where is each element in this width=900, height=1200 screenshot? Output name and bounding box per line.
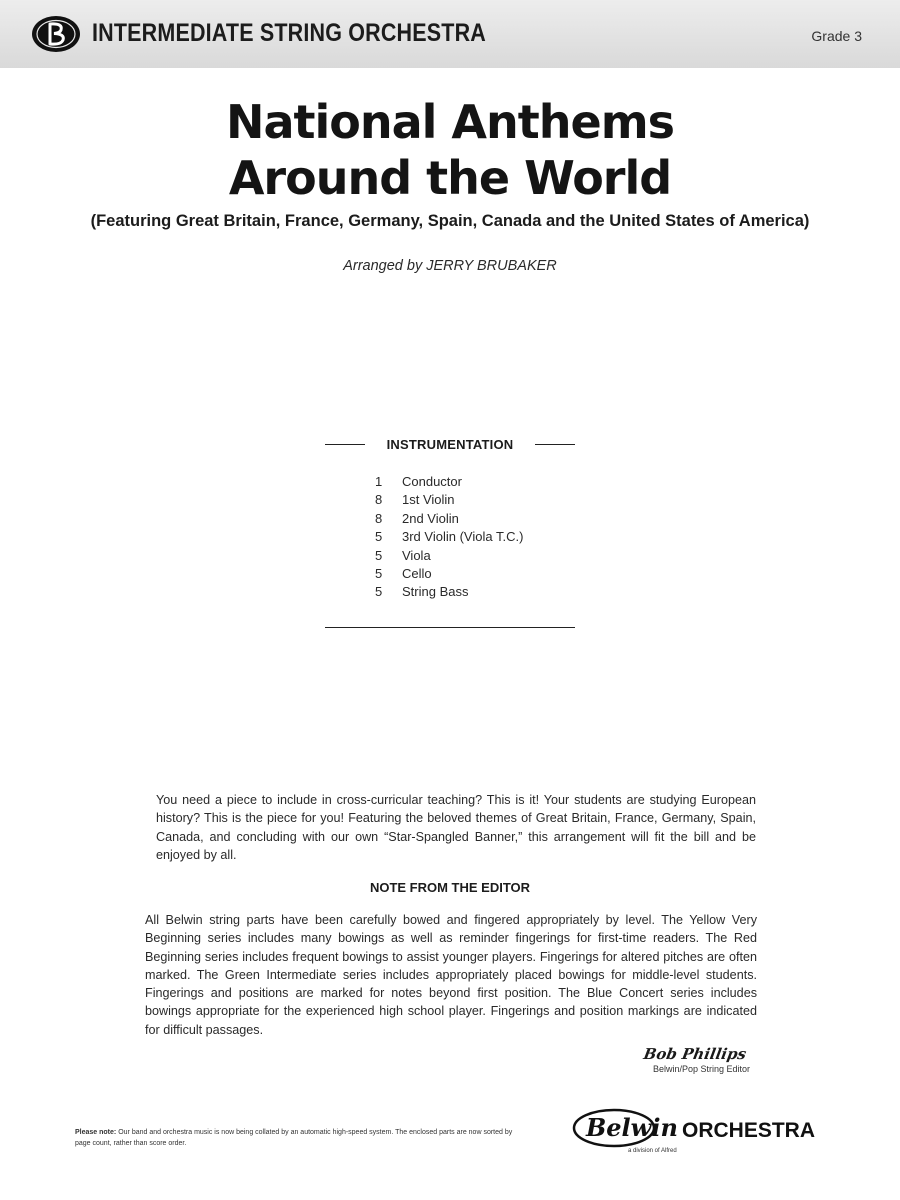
part-quantity: 1 — [375, 474, 383, 489]
list-item — [375, 566, 523, 584]
list-item — [375, 584, 523, 602]
heading-rule-left — [325, 444, 365, 445]
instrumentation-heading — [325, 437, 575, 452]
editor-note-heading: NOTE FROM THE EDITOR — [369, 880, 531, 895]
list-item — [375, 492, 523, 510]
series-title: INTERMEDIATE STRING ORCHESTRA — [92, 19, 486, 47]
logo-script-text: Belwin — [586, 1113, 678, 1142]
footer-collation-note — [75, 1128, 515, 1149]
part-quantity: 8 — [375, 510, 383, 526]
part-quantity: 5 — [375, 565, 383, 581]
belwin-b-logo-icon — [30, 14, 82, 54]
editor-note-text: All Belwin string parts have been carefully bowed and fingered appropriately by level. The Yellow Very Beginning series includes many bowings as well as reminder fingerings for first-time readers. The Red Beginning series includes frequent bowings to assist younger players. Fingerings for altered pitches are often marked. The Green Intermediate series includes appropriately placed bowings for middle-level students. Fingerings and positions are marked for notes beyond first position. The Blue Concert series includes bowings appropriate for the experienced high school player. Fingerings and position markings are indicated for difficult passages. — [145, 913, 757, 1037]
title-line-1: National Anthems — [225, 95, 675, 149]
instrumentation-bottom-rule — [325, 627, 575, 628]
instrumentation-list — [375, 474, 523, 603]
instrumentation-heading-label: INSTRUMENTATION — [386, 437, 514, 452]
part-name: String Bass — [402, 584, 469, 600]
grade-label: Grade 3 — [811, 28, 862, 44]
list-item — [375, 529, 523, 547]
belwin-orchestra-logo — [572, 1106, 830, 1154]
editor-signature — [600, 1043, 750, 1065]
logo-tagline-text: a division of Alfred — [628, 1148, 677, 1154]
part-name: Cello — [402, 565, 432, 581]
part-quantity: 5 — [375, 529, 383, 545]
footer-note-text: Our band and orchestra music is now being collated by an automatic high-speed system. The enclosed parts are now sorted by page count, rather than score order. — [75, 1129, 513, 1147]
list-item — [375, 474, 523, 492]
title-line-2: Around the World — [228, 151, 672, 205]
part-name: 1st Violin — [402, 492, 455, 508]
footer-note-label: Please note: — [75, 1129, 117, 1136]
heading-rule-right — [535, 444, 575, 445]
arranger-credit: Arranged by JERRY BRUBAKER — [343, 258, 557, 274]
part-name: 2nd Violin — [402, 510, 459, 526]
editor-title: Belwin/Pop String Editor — [652, 1064, 750, 1074]
logo-orchestra-text: ORCHESTRA — [682, 1119, 816, 1142]
piece-subtitle: (Featuring Great Britain, France, Germany, Spain, Canada and the United States of America) — [90, 212, 810, 230]
part-name: Viola — [402, 547, 431, 563]
piece-title — [0, 94, 900, 206]
part-quantity: 5 — [375, 584, 383, 600]
part-name: 3rd Violin (Viola T.C.) — [402, 529, 524, 545]
part-quantity: 8 — [375, 492, 383, 508]
part-name: Conductor — [402, 474, 462, 489]
signature-text: Bob Phillips — [642, 1045, 748, 1063]
piece-description: You need a piece to include in cross-curricular teaching? This is it! Your students are studying European history? This is the piece for you! Featuring the beloved themes of Great Britain, France, Germany, Spain, Canada, and concluding with our own “Star-Spangled Banner,” this arrangement will fit the bill and be enjoyed by all. — [156, 793, 756, 862]
part-quantity: 5 — [375, 547, 383, 563]
list-item — [375, 548, 523, 566]
list-item — [375, 511, 523, 529]
